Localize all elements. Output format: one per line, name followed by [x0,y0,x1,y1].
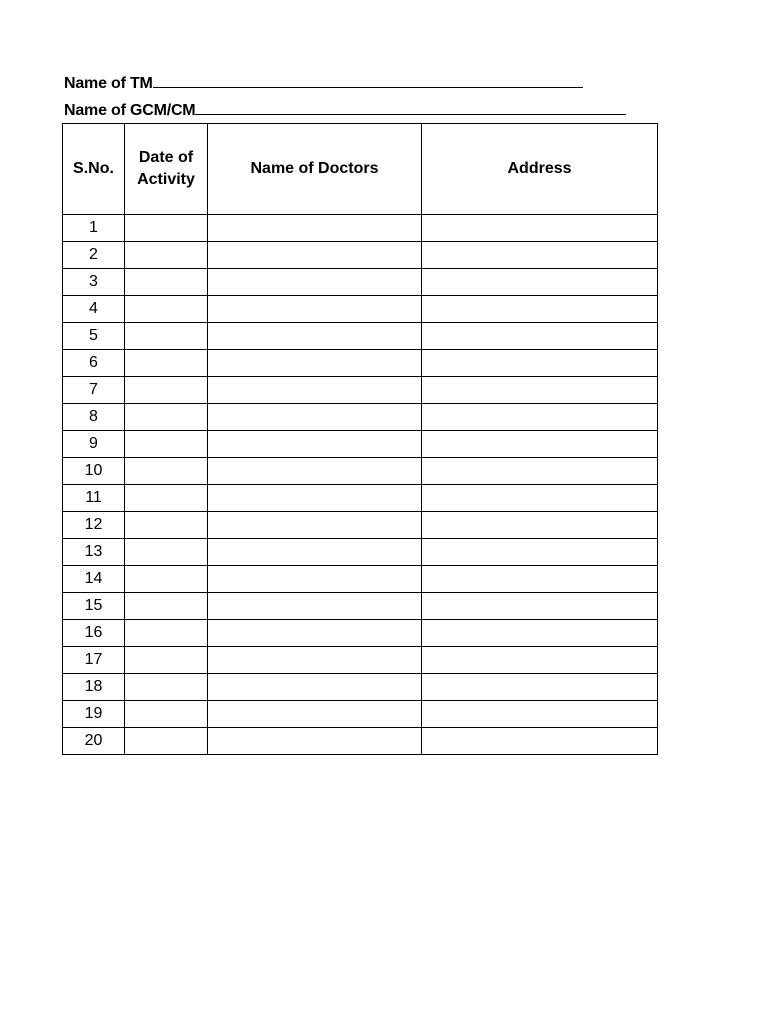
table-row [63,620,658,647]
table-row [63,485,658,512]
cell-sno: 7 [63,377,125,404]
cell-sno: 13 [63,539,125,566]
cell-sno: 11 [63,485,125,512]
cell-sno: 2 [63,242,125,269]
cell-address[interactable] [422,566,658,593]
cell-doctor-name[interactable] [208,485,422,512]
cell-address[interactable] [422,539,658,566]
cell-doctor-name[interactable] [208,539,422,566]
column-header-sno: S.No. [63,124,125,215]
cell-doctor-name[interactable] [208,674,422,701]
cell-doctor-name[interactable] [208,323,422,350]
gcm-name-label: Name of GCM/CM [64,102,196,119]
table-row [63,350,658,377]
table-row [63,269,658,296]
cell-address[interactable] [422,377,658,404]
cell-sno: 20 [63,728,125,755]
gcm-name-line [64,100,626,120]
cell-doctor-name[interactable] [208,566,422,593]
cell-address[interactable] [422,728,658,755]
table-row [63,404,658,431]
cell-sno: 6 [63,350,125,377]
cell-sno: 1 [63,215,125,242]
tm-name-blank[interactable] [153,73,583,88]
cell-doctor-name[interactable] [208,620,422,647]
column-header-doctors: Name of Doctors [208,124,422,215]
table-row [63,323,658,350]
table-row [63,593,658,620]
table-header-row [63,124,658,215]
column-header-date-label: Date of Activity [137,149,195,188]
cell-date[interactable] [125,512,208,539]
cell-doctor-name[interactable] [208,431,422,458]
cell-sno: 8 [63,404,125,431]
cell-address[interactable] [422,431,658,458]
cell-doctor-name[interactable] [208,701,422,728]
cell-doctor-name[interactable] [208,512,422,539]
cell-address[interactable] [422,404,658,431]
cell-doctor-name[interactable] [208,296,422,323]
cell-address[interactable] [422,458,658,485]
cell-doctor-name[interactable] [208,269,422,296]
cell-address[interactable] [422,269,658,296]
cell-sno: 10 [63,458,125,485]
column-header-date [125,124,208,215]
table-row [63,215,658,242]
cell-sno: 4 [63,296,125,323]
cell-sno: 14 [63,566,125,593]
cell-doctor-name[interactable] [208,350,422,377]
tm-name-label: Name of TM [64,75,153,92]
cell-sno: 19 [63,701,125,728]
cell-date[interactable] [125,674,208,701]
cell-doctor-name[interactable] [208,647,422,674]
cell-date[interactable] [125,701,208,728]
cell-date[interactable] [125,728,208,755]
table-row [63,701,658,728]
cell-address[interactable] [422,512,658,539]
cell-date[interactable] [125,593,208,620]
doctors-activity-table [62,123,658,755]
cell-date[interactable] [125,647,208,674]
cell-doctor-name[interactable] [208,377,422,404]
cell-address[interactable] [422,674,658,701]
table-row [63,458,658,485]
cell-address[interactable] [422,701,658,728]
cell-date[interactable] [125,566,208,593]
cell-address[interactable] [422,485,658,512]
cell-sno: 17 [63,647,125,674]
cell-doctor-name[interactable] [208,593,422,620]
cell-address[interactable] [422,593,658,620]
cell-address[interactable] [422,647,658,674]
cell-date[interactable] [125,458,208,485]
cell-address[interactable] [422,323,658,350]
table-row [63,539,658,566]
table-body [63,215,658,755]
tm-name-line [64,73,583,93]
cell-date[interactable] [125,431,208,458]
cell-doctor-name[interactable] [208,458,422,485]
cell-date[interactable] [125,620,208,647]
cell-date[interactable] [125,323,208,350]
table-row [63,566,658,593]
cell-address[interactable] [422,350,658,377]
cell-address[interactable] [422,620,658,647]
cell-address[interactable] [422,215,658,242]
cell-date[interactable] [125,215,208,242]
table-row [63,512,658,539]
cell-sno: 18 [63,674,125,701]
cell-date[interactable] [125,485,208,512]
cell-doctor-name[interactable] [208,215,422,242]
cell-date[interactable] [125,377,208,404]
cell-date[interactable] [125,539,208,566]
table-row [63,674,658,701]
cell-sno: 12 [63,512,125,539]
table-row [63,296,658,323]
cell-date[interactable] [125,404,208,431]
cell-date[interactable] [125,242,208,269]
table-row [63,242,658,269]
cell-sno: 3 [63,269,125,296]
table-row [63,728,658,755]
cell-date[interactable] [125,269,208,296]
table-row [63,431,658,458]
cell-date[interactable] [125,296,208,323]
cell-doctor-name[interactable] [208,404,422,431]
cell-address[interactable] [422,296,658,323]
cell-doctor-name[interactable] [208,242,422,269]
cell-sno: 9 [63,431,125,458]
table-row [63,647,658,674]
table-row [63,377,658,404]
gcm-name-blank[interactable] [195,100,626,115]
cell-sno: 5 [63,323,125,350]
cell-sno: 15 [63,593,125,620]
cell-date[interactable] [125,350,208,377]
column-header-address: Address [422,124,658,215]
cell-sno: 16 [63,620,125,647]
cell-address[interactable] [422,242,658,269]
cell-doctor-name[interactable] [208,728,422,755]
